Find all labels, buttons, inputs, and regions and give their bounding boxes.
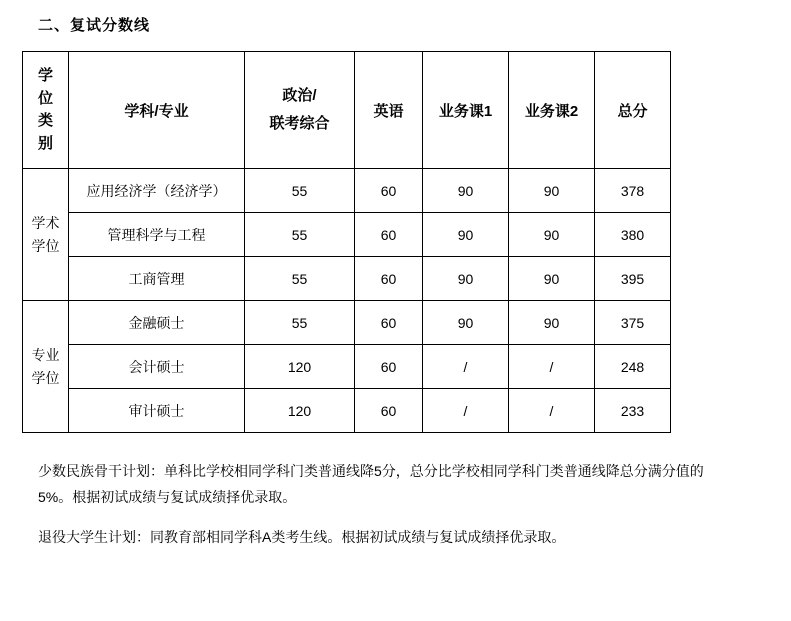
score-table-container	[22, 51, 791, 433]
header-politics-line-1: 政治/	[282, 86, 317, 104]
group-academic-line-1: 学术	[31, 215, 60, 232]
cell-major: 工商管理	[69, 257, 245, 301]
score-line-table	[22, 51, 671, 433]
cell-total: 380	[595, 213, 671, 257]
table-row	[23, 257, 671, 301]
note-minority-program: 少数民族骨干计划：单科比学校相同学科门类普通线降5分，总分比学校相同学科门类普通线降总分满分值的5%。根据初试成绩与复试成绩择优录取。	[38, 463, 704, 505]
cell-major: 管理科学与工程	[69, 213, 245, 257]
table-row	[23, 213, 671, 257]
cell-course2: 90	[509, 213, 595, 257]
header-cell-course2: 业务课2	[509, 52, 595, 169]
header-category-char-3: 类	[37, 112, 53, 129]
header-cell-major: 学科/专业	[69, 52, 245, 169]
header-cell-course1: 业务课1	[423, 52, 509, 169]
cell-english: 60	[355, 345, 423, 389]
cell-english: 60	[355, 257, 423, 301]
cell-total: 248	[595, 345, 671, 389]
note-veteran-program: 退役大学生计划：同教育部相同学科A类考生线。根据初试成绩与复试成绩择优录取。	[38, 528, 566, 545]
header-cell-politics	[245, 52, 355, 169]
cell-total: 378	[595, 169, 671, 213]
header-cell-category	[23, 52, 69, 169]
cell-course2: 90	[509, 301, 595, 345]
cell-course1: 90	[423, 169, 509, 213]
cell-english: 60	[355, 213, 423, 257]
cell-politics: 55	[245, 213, 355, 257]
cell-course2: 90	[509, 257, 595, 301]
cell-course1: 90	[423, 213, 509, 257]
cell-politics: 55	[245, 301, 355, 345]
cell-major: 审计硕士	[69, 389, 245, 433]
cell-total: 395	[595, 257, 671, 301]
header-politics-line-2: 联考综合	[269, 115, 330, 132]
cell-major: 应用经济学（经济学）	[69, 169, 245, 213]
cell-total: 375	[595, 301, 671, 345]
cell-course1: /	[423, 345, 509, 389]
cell-politics: 55	[245, 257, 355, 301]
table-row	[23, 169, 671, 213]
group-label-academic	[23, 169, 69, 301]
group-academic-line-2: 学位	[31, 237, 60, 254]
cell-total: 233	[595, 389, 671, 433]
header-cell-english: 英语	[355, 52, 423, 169]
document-page	[0, 14, 791, 621]
cell-course1: /	[423, 389, 509, 433]
header-category-char-4: 别	[37, 134, 53, 152]
header-category-char-1: 学	[37, 67, 53, 84]
header-category-char-2: 位	[37, 89, 53, 107]
cell-course1: 90	[423, 301, 509, 345]
table-row	[23, 389, 671, 433]
cell-major: 会计硕士	[69, 345, 245, 389]
cell-politics: 120	[245, 345, 355, 389]
cell-course2: /	[509, 345, 595, 389]
cell-politics: 120	[245, 389, 355, 433]
table-row	[23, 301, 671, 345]
cell-english: 60	[355, 301, 423, 345]
page-title: 二、复试分数线	[38, 17, 151, 34]
cell-course1: 90	[423, 257, 509, 301]
notes-section	[38, 459, 738, 551]
cell-english: 60	[355, 389, 423, 433]
table-header-row	[23, 52, 671, 169]
cell-english: 60	[355, 169, 423, 213]
group-professional-line-2: 学位	[31, 369, 60, 386]
cell-course2: 90	[509, 169, 595, 213]
cell-course2: /	[509, 389, 595, 433]
group-professional-line-1: 专业	[31, 347, 60, 364]
header-cell-total: 总分	[595, 52, 671, 169]
cell-major: 金融硕士	[69, 301, 245, 345]
table-row	[23, 345, 671, 389]
cell-politics: 55	[245, 169, 355, 213]
group-label-professional	[23, 301, 69, 433]
